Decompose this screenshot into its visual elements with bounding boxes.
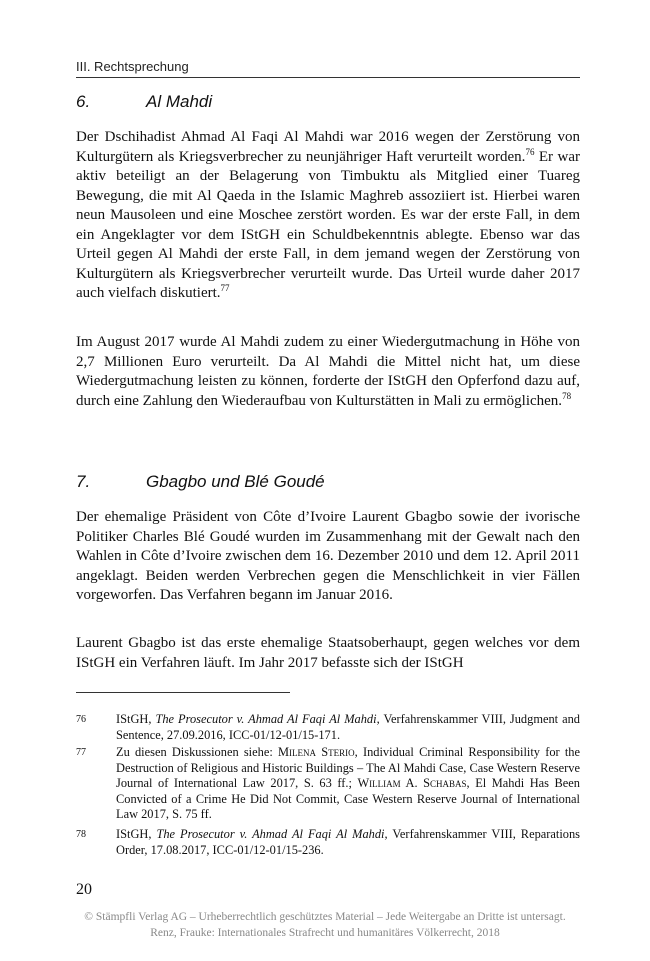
section-heading-6 (76, 92, 212, 112)
page-number: 20 (76, 881, 92, 898)
paragraph: Laurent Gbagbo ist das erste ehemalige Staatsoberhaupt, gegen welches vor dem IStGH ein Verfahren läuft. Im Jahr 2017 befasste sich der IStGH (76, 635, 580, 671)
paragraph-text: Er war aktiv beteiligt an der Belagerung von Timbuktu als Mitglied einer Tuareg Bewegung, die mit Al Qaeda in the Islamic Maghreb assoziiert ist. Hierbei waren neun Mausoleen und eine Moschee zerstört worden. Es war der erste Fall, in dem ein Angeklagter vor dem IStGH ein Schuldbekenntnis ablegte. Ebenso war das Urteil gegen Al Mahdi der erste Fall, in dem jemand wegen der Zerstörung von Kulturgütern als Kriegsverbrecher verurteilt wurde. Das Urteil wurde daher 2017 auch vielfach diskutiert. (76, 148, 580, 301)
book-citation: Renz, Frauke: Internationales Strafrecht und humanitäres Völkerrecht, 2018 (150, 927, 500, 939)
section-heading-7 (76, 472, 325, 492)
footnote-ref: 78 (562, 390, 572, 401)
paragraph-text: Im August 2017 wurde Al Mahdi zudem zu einer Wiedergutmachung in Höhe von 2,7 Millionen Euro verurteilt. Da Al Mahdi die Mittel nicht hat, um diese Wiedergutmachung leisten zu können, forderte der IStGH den Opferfond dazu auf, durch eine Zahlung den Wiederaufbau von Kulturstätten in Mali zu ermöglichen. (76, 334, 580, 409)
footnote (76, 827, 580, 858)
footnote-text: Zu diesen Diskussionen siehe: Milena Sterio, Individual Criminal Responsibility for the Destruction of Religious and Historic Buildings – The Al Mahdi Case, Case Western Reserve Journal of International Law 2017, S. 63 ff.; William A. Schabas, El Mahdi Has Been Convicted of a Crime He Did Not Commit, Case Western Reserve Journal of International Law 2017, S. 75 ff. (116, 745, 580, 822)
paragraph (76, 128, 580, 304)
footnote-ref: 76 (525, 146, 535, 157)
footnote-number: 77 (76, 747, 86, 758)
running-header: III. Rechtsprechung (76, 59, 189, 74)
section-number: 7. (76, 472, 91, 491)
footnote-text: IStGH, The Prosecutor v. Ahmad Al Faqi Al Mahdi, Verfahrenskammer VIII, Reparations Order, 17.08.2017, ICC-01/12-01/15-236. (116, 827, 580, 857)
section-title: Gbagbo und Blé Goudé (146, 472, 325, 491)
footnote-ref: 77 (220, 283, 230, 293)
section-number: 6. (76, 92, 91, 111)
footnote-rule (76, 692, 290, 693)
paragraph-text: Der Dschihadist Ahmad Al Faqi Al Mahdi war 2016 wegen der Zerstörung von Kulturgütern als Kriegsverbrecher zu neunjähriger Haft verurteilt worden. (76, 129, 580, 165)
section-title: Al Mahdi (146, 92, 213, 111)
copyright-notice: © Stämpfli Verlag AG – Urheberrechtlich geschütztes Material – Jede Weitergabe an Dritte ist untersagt. (84, 911, 566, 923)
footnote-number: 76 (76, 714, 86, 725)
footnote-text: IStGH, The Prosecutor v. Ahmad Al Faqi Al Mahdi, Verfahrenskammer VIII, Judgment and Sentence, 27.09.2016, ICC-01/12-01/15-171. (116, 712, 580, 742)
footnote (76, 745, 580, 823)
header-rule (76, 77, 580, 78)
paragraph: Der ehemalige Präsident von Côte d’Ivoire Laurent Gbagbo sowie der ivorische Politiker Charles Blé Goudé wurden im Zusammenhang mit der Gewalt nach den Wahlen in Côte d’Ivoire zwischen dem 16. Dezember 2010 und dem 12. April 2011 angeklagt. Beiden werden Verbrechen gegen die Menschlichkeit in vier Fällen vorgeworfen. Das Verfahren begann im Januar 2016. (76, 509, 580, 603)
paragraph (76, 333, 580, 411)
footnote-number: 78 (76, 829, 86, 840)
footnote (76, 712, 580, 743)
